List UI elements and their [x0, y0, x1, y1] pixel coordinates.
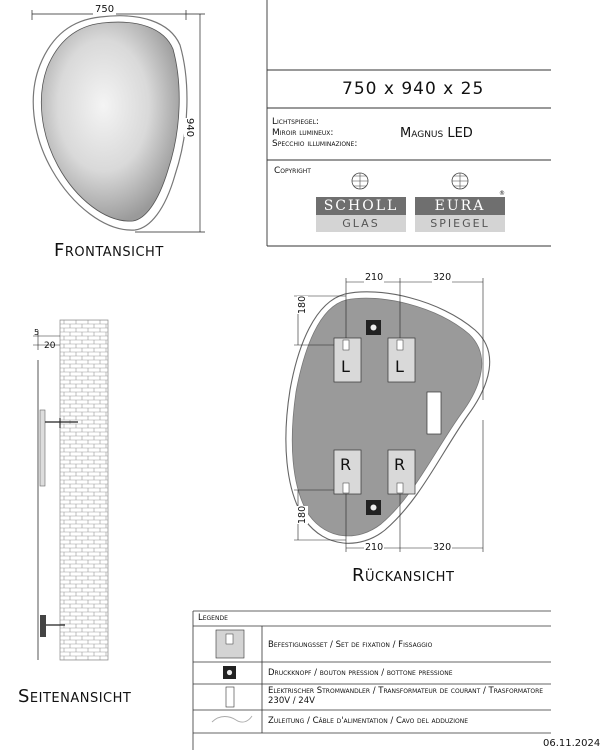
- bracket-r-right-label: R: [394, 455, 406, 474]
- back-view-title: Rückansicht: [352, 565, 455, 586]
- back-dim-left-bottom: 210: [365, 542, 384, 553]
- bracket-l-right-label: L: [395, 357, 404, 376]
- side-dim-5: 5: [34, 328, 40, 337]
- front-height-dim: 940: [184, 118, 195, 138]
- bracket-r-left-label: R: [340, 455, 352, 474]
- product-type-labels: [272, 117, 357, 150]
- front-mirror-surface: [41, 22, 179, 221]
- legend-item-cable: Zuleitung / Câble d'alimentation / Cavo del adduzione: [268, 716, 468, 726]
- eura-logo-top: EURA: [434, 198, 486, 214]
- push-button-top: [366, 320, 381, 335]
- transformer: [427, 392, 441, 434]
- bracket-l-left-label: L: [341, 357, 350, 376]
- back-dim-right-top: 320: [433, 272, 452, 283]
- side-view: [33, 320, 108, 660]
- legend-push-button-symbol: [223, 666, 236, 679]
- legend-transformer-symbol: [226, 687, 234, 707]
- legend-item-push-button: Druckknopf / bouton pression / bottone pressione: [268, 668, 453, 678]
- push-button-bottom: [366, 500, 381, 515]
- legend-heading: Legende: [198, 613, 228, 623]
- front-view-title: Frontansicht: [54, 240, 164, 261]
- legend-frame: [193, 611, 560, 750]
- legend-item-transformer: Elektrischer Stromwandler / Transformateur de courant / Trasformatore 230V / 24V: [268, 686, 560, 706]
- legend-cable-symbol: [212, 716, 252, 722]
- side-view-title: Seitenansicht: [18, 686, 132, 707]
- label-de: Lichtspiegel:: [272, 117, 319, 127]
- back-view: [286, 278, 490, 552]
- front-view: [32, 10, 205, 232]
- model-name: Magnus LED: [400, 126, 473, 141]
- legend-bracket-symbol: [216, 630, 244, 658]
- front-width-dim: 750: [95, 4, 115, 15]
- drawing-date: 06.11.2024: [543, 738, 600, 749]
- eura-logo-bottom: SPIEGEL: [430, 217, 490, 230]
- label-it: Specchio illuminazione:: [272, 139, 358, 149]
- label-fr: Miroir lumineux:: [272, 128, 334, 138]
- registered-mark: ®: [499, 190, 505, 197]
- brick-wall: [60, 320, 108, 660]
- back-dim-v-bottom: 180: [297, 505, 308, 524]
- copyright-label: Copyright: [274, 166, 311, 176]
- back-dim-v-top: 180: [297, 295, 308, 314]
- scholl-logo-top: SCHOLL: [323, 198, 399, 214]
- mirror-size: 750 x 940 x 25: [342, 79, 485, 99]
- back-dim-left-top: 210: [365, 272, 384, 283]
- back-dim-right-bottom: 320: [433, 542, 452, 553]
- legend-item-bracket: Befestigungsset / Set de fixation / Fissaggio: [268, 640, 433, 650]
- back-mirror-panel: [292, 295, 481, 536]
- side-dim-20: 20: [44, 341, 56, 351]
- scholl-logo-bottom: GLAS: [342, 217, 380, 230]
